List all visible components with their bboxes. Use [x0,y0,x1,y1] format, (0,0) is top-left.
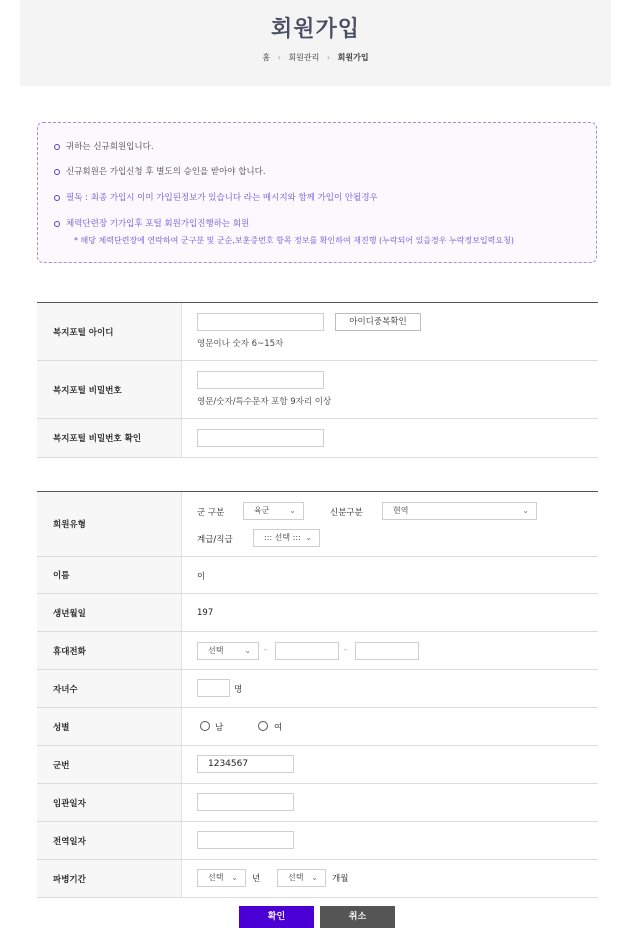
notice-item: 체력단련장 기가입후 포털 회원가입진행하는 회원 [54,217,249,229]
breadcrumb-home[interactable]: 홈 [262,53,271,62]
account-table [37,302,598,458]
chevron-down-icon: ⌄ [289,506,296,515]
service-no-input[interactable]: 1234567 [197,755,294,773]
chevron-down-icon: ⌄ [522,506,529,515]
commission-date-input[interactable] [197,793,294,811]
page-header [20,0,611,86]
dispatch-month-unit: 개월 [332,874,349,884]
birth-label: 생년월일 [37,594,182,631]
rank-select[interactable]: ::: 선택 ::: ⌄ [253,529,320,547]
army-select[interactable]: 육군 ⌄ [243,502,304,520]
member-table [37,491,598,898]
pw-help-text: 영문/숫자/특수문자 포함 9자리 이상 [197,397,332,407]
pw-confirm-label: 복지포털 비밀번호 확인 [37,419,182,457]
army-label: 군 구분 [197,508,225,518]
table-row [37,822,598,860]
cancel-button[interactable]: 취소 [320,906,395,928]
id-input[interactable] [197,313,324,331]
discharge-date-input[interactable] [197,831,294,849]
breadcrumb-member[interactable]: 회원관리 [288,53,320,62]
children-label: 자녀수 [37,670,182,707]
name-value: 이 [197,572,206,582]
gender-female-label[interactable]: 여 [274,723,283,733]
bullet-icon [54,221,60,227]
pw-confirm-input[interactable] [197,429,324,447]
table-row [37,419,598,458]
dispatch-year-select[interactable]: 선택 ⌄ [197,869,246,887]
gender-male-radio[interactable] [200,721,210,731]
chevron-down-icon: ⌄ [244,646,251,655]
table-row [37,557,598,594]
table-row [37,303,598,361]
id-label: 복지포털 아이디 [37,303,182,360]
children-unit: 명 [234,685,243,695]
notice-box [37,122,597,263]
service-no-label: 군번 [37,746,182,783]
table-row [37,632,598,670]
chevron-right-icon: › [326,53,331,62]
phone-prefix-select[interactable]: 선택 ⌄ [197,642,259,660]
gender-label: 성별 [37,708,182,745]
breadcrumb-current: 회원가입 [337,53,369,62]
phone-separator: - [344,645,348,655]
status-select[interactable]: 현역 ⌄ [382,502,537,520]
dispatch-month-select[interactable]: 선택 ⌄ [277,869,326,887]
rank-label: 계급/직급 [197,535,233,545]
dispatch-period-label: 파병기간 [37,860,182,897]
bullet-icon [54,169,60,175]
children-input[interactable] [197,679,230,697]
page-title: 회원가입 [270,17,360,42]
chevron-down-icon: ⌄ [231,873,238,882]
table-row [37,784,598,822]
bullet-icon [54,144,60,150]
pw-label: 복지포털 비밀번호 [37,361,182,418]
status-label: 신분구분 [330,508,363,518]
gender-male-label[interactable]: 남 [215,723,224,733]
table-row [37,860,598,898]
table-row [37,708,598,746]
table-row [37,746,598,784]
phone-label: 휴대전화 [37,632,182,669]
dispatch-year-unit: 년 [252,874,261,884]
chevron-down-icon: ⌄ [305,533,312,542]
pw-input[interactable] [197,371,324,389]
commission-date-label: 임관일자 [37,784,182,821]
notice-item: 귀하는 신규회원입니다. [54,140,154,152]
table-row [37,361,598,419]
breadcrumb [20,52,611,63]
table-row [37,492,598,557]
chevron-down-icon: ⌄ [311,873,318,882]
id-help-text: 영문이나 숫자 6~15자 [197,339,284,349]
member-type-label: 회원유형 [37,492,182,556]
id-check-button[interactable]: 아이디중복확인 [335,313,421,331]
chevron-right-icon: › [277,53,281,62]
notice-subnote: * 해당 체력단련장에 연락하여 군구분 및 군순,보훈증번호 항목 정보를 확인하여 재진행 (누락되어 있을경우 누락정보입력요청) [74,236,514,245]
table-row [37,594,598,632]
table-row [37,670,598,708]
bullet-icon [54,195,60,201]
phone-last-input[interactable] [355,642,419,660]
name-label: 이름 [37,557,182,593]
phone-separator: - [264,645,268,655]
phone-middle-input[interactable] [275,642,339,660]
confirm-button[interactable]: 확인 [239,906,314,928]
gender-female-radio[interactable] [258,721,268,731]
birth-value: 197 [197,608,214,618]
discharge-date-label: 전역일자 [37,822,182,859]
form-actions [0,906,632,928]
notice-item: 신규회원은 가입신청 후 별도의 승인을 받아야 합니다. [54,165,266,177]
notice-item: 필독 : 최종 가입시 이미 가입된정보가 있습니다 라는 메시지와 함께 가입이 안될경우 [54,191,378,203]
